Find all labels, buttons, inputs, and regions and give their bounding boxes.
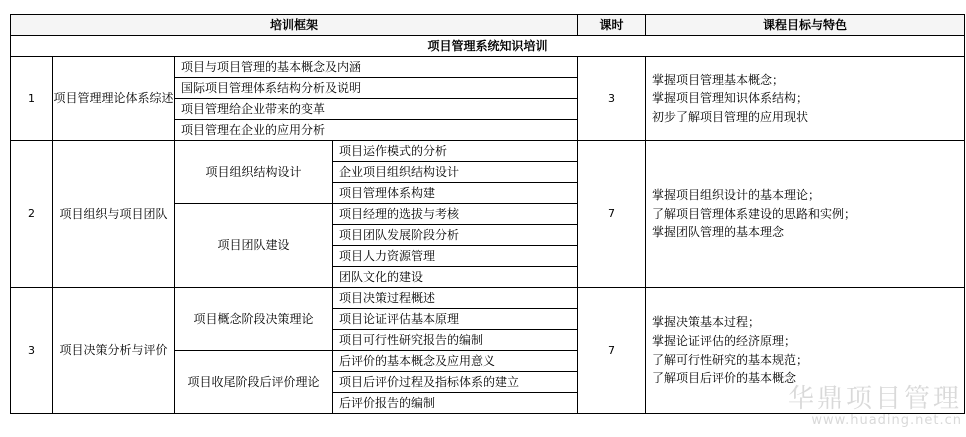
topic-item: 项目后评价过程及指标体系的建立 [333,372,578,393]
goal-line: 掌握项目管理基本概念； [652,72,785,87]
module-hours: 7 [578,141,646,288]
submodule-name: 项目收尾阶段后评价理论 [175,351,333,414]
module-number: 2 [11,141,53,288]
topic-item: 项目经理的选拔与考核 [333,204,578,225]
module-number: 1 [11,57,53,141]
topic-item: 项目管理给企业带来的变革 [175,99,578,120]
module-goals [646,141,965,288]
module-hours: 7 [578,288,646,414]
module-hours: 3 [578,57,646,141]
goal-line: 了解可行性研究的基本规范； [652,352,809,367]
watermark-brand: 华鼎项目管理 [787,384,962,414]
submodule-name: 项目概念阶段决策理论 [175,288,333,351]
topic-item: 项目管理体系构建 [333,183,578,204]
goal-line: 了解项目后评价的基本概念 [652,371,797,386]
watermark-url: www.huading.net.cn [811,413,962,428]
topic-item: 项目与项目管理的基本概念及内涵 [175,57,578,78]
topic-item: 项目可行性研究报告的编制 [333,330,578,351]
header-goals: 课程目标与特色 [646,15,965,36]
module-name: 项目管理理论体系综述 [53,57,175,141]
topic-item: 项目管理在企业的应用分析 [175,120,578,141]
header-framework: 培训框架 [11,15,578,36]
header-row [11,15,965,36]
goal-line: 掌握论证评估的经济原理； [652,333,797,348]
goal-line: 掌握项目组织设计的基本理论； [652,188,821,203]
topic-item: 项目决策过程概述 [333,288,578,309]
topic-item: 后评价的基本概念及应用意义 [333,351,578,372]
table-row [11,57,965,78]
topic-item: 项目运作模式的分析 [333,141,578,162]
topic-item: 企业项目组织结构设计 [333,162,578,183]
goal-line: 掌握决策基本过程； [652,315,761,330]
topic-item: 项目人力资源管理 [333,246,578,267]
module-number: 3 [11,288,53,414]
goal-line: 初步了解项目管理的应用现状 [652,109,809,124]
module-goals [646,288,965,414]
module-name: 项目组织与项目团队 [53,141,175,288]
topic-item: 国际项目管理体系结构分析及说明 [175,78,578,99]
topic-item: 后评价报告的编制 [333,393,578,414]
topic-item: 项目论证评估基本原理 [333,309,578,330]
header-hours: 课时 [578,15,646,36]
topic-item: 项目团队发展阶段分析 [333,225,578,246]
table-row [11,288,965,309]
training-table [10,14,965,414]
topic-item: 团队文化的建设 [333,267,578,288]
submodule-name: 项目组织结构设计 [175,141,333,204]
goal-line: 了解项目管理体系建设的思路和实例； [652,206,857,221]
submodule-name: 项目团队建设 [175,204,333,288]
section-row [11,36,965,57]
goal-line: 掌握团队管理的基本理念 [652,225,785,240]
goal-line: 掌握项目管理知识体系结构； [652,91,809,106]
table-row [11,141,965,162]
section-title: 项目管理系统知识培训 [11,36,965,57]
module-name: 项目决策分析与评价 [53,288,175,414]
module-goals [646,57,965,141]
